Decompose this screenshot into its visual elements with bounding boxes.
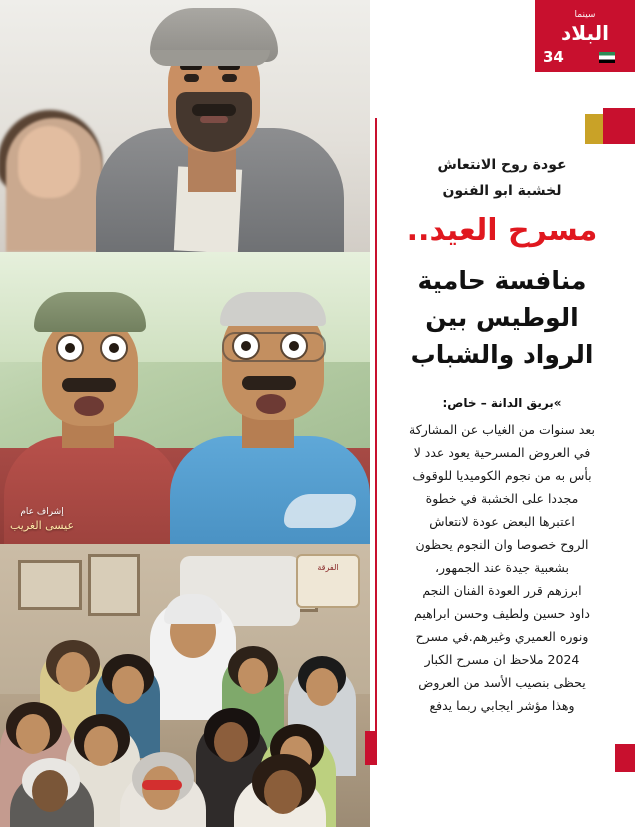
decorative-block-right (615, 744, 635, 772)
kuwait-flag-icon (599, 52, 621, 63)
photo2-man-right-moustache (242, 376, 296, 390)
decorative-block-left (365, 731, 377, 765)
photo2-man-right-eye-left (232, 332, 260, 360)
photo1-man-eye-left (184, 74, 199, 82)
article-body-line: مجددا على الخشبة في خطوة (425, 491, 579, 506)
photo3-wall-frame-2 (88, 554, 140, 616)
photo-theatre-cast-group (0, 544, 370, 827)
photo1-background-woman-face (18, 126, 80, 198)
text-column (370, 0, 635, 827)
photo2-man-left-moustache (62, 378, 116, 392)
article-byline: »بريق الدانة – خاص: (442, 396, 562, 410)
article-kicker-line-1: عودة روح الانتعاش (437, 157, 567, 173)
article-body-line: 2024 ملاحظ ان مسرح الكبار (424, 652, 580, 667)
article-title-black (389, 262, 615, 373)
photo2-man-right-hair (220, 292, 326, 326)
photo1-man-moustache (192, 104, 236, 116)
photo2-man-right-pupil-left (241, 341, 251, 351)
article-body-line: وهذا مؤشر ايجابي ربما يدفع (429, 698, 575, 713)
masthead-brand: البلاد (561, 21, 609, 45)
photo3-person-dark-face (214, 722, 248, 762)
article-body-line: ابرزهم قرر العودة الفنان النجم (422, 583, 582, 598)
article-body-line: في العروض المسرحية يعود عدد لا (413, 445, 591, 460)
photo3-person-blue-face (112, 666, 144, 704)
photo2-man-left-mouth (74, 396, 104, 416)
article-body-line: الروح خصوصا وان النجوم يحظون (415, 537, 589, 552)
photo2-man-right-eye-right (280, 332, 308, 360)
article-body-line: بعد سنوات من الغياب عن المشاركة (409, 422, 595, 437)
article-body-line: بأس به من نجوم الكوميديا للوقوف (412, 468, 592, 483)
photo-portrait-man-flat-cap (0, 0, 370, 252)
photo3-person-afro-front-face (264, 770, 302, 814)
photo3-wall-frame-1 (18, 560, 82, 610)
photo3-person-suit-face (306, 668, 338, 706)
photo3-person-elder-face (32, 770, 68, 812)
photo2-credit (10, 506, 74, 532)
photo1-man-mouth (200, 116, 228, 123)
masthead-issue-number: 34 (543, 48, 564, 66)
photo1-man-eye-right (222, 74, 237, 82)
photo2-man-left-pupil-left (65, 343, 75, 353)
photo3-person-woman-left-face (16, 714, 50, 754)
article-title-red: مسرح العيد.. (406, 213, 598, 248)
photo2-man-left-eye-right (100, 334, 128, 362)
photo3-poster-logo: الفرقة (296, 554, 360, 608)
photo3-person-red-sunglasses-icon (142, 780, 182, 790)
photo2-man-right-shirt (170, 436, 370, 544)
photo-two-men-shocked (0, 252, 370, 544)
article-title-black-line-2: الوطيس بين (425, 303, 579, 332)
article-body-line: ونوره العميري وغيرهم.في مسرح (415, 629, 589, 644)
article-body-line: بشعبية جيدة عند الجمهور، (434, 560, 570, 575)
article-body (389, 418, 615, 717)
photo2-man-left-pupil-right (109, 343, 119, 353)
article-body-line: داود حسين ولطيف وحسن ابراهيم (414, 606, 590, 621)
decorative-corner-mark (603, 108, 635, 144)
photo2-man-right (170, 292, 370, 544)
article-kicker (389, 152, 615, 204)
vertical-rule (375, 118, 377, 758)
masthead-section-label: سينما (574, 10, 596, 20)
photo2-man-left-cap (34, 292, 146, 332)
photo2-man-right-mouth (256, 394, 286, 414)
photo3-person-green-face (238, 658, 268, 694)
article-title-black-line-3: الرواد والشباب (410, 340, 594, 369)
photo2-credit-line1: إشراف عام (20, 507, 64, 517)
photo1-man-cap-brim (150, 50, 270, 66)
photo2-man-right-pupil-right (289, 341, 299, 351)
article-kicker-line-2: لخشبة ابو الفنون (442, 183, 562, 199)
photo3-person-afro-yellow-face (56, 652, 90, 692)
photo3-person-woman-mid-face (84, 726, 118, 766)
photo2-credit-line2: عيسى الغريب (10, 519, 75, 532)
article-body-line: يحظى بنصيب الأسد من العروض (418, 675, 586, 690)
article-body-line: اعتبرها البعض عودة لانتعاش (429, 514, 575, 529)
photo2-man-left-eye-left (56, 334, 84, 362)
article-title-black-line-1: منافسة حامية (417, 266, 587, 295)
masthead (535, 0, 635, 72)
